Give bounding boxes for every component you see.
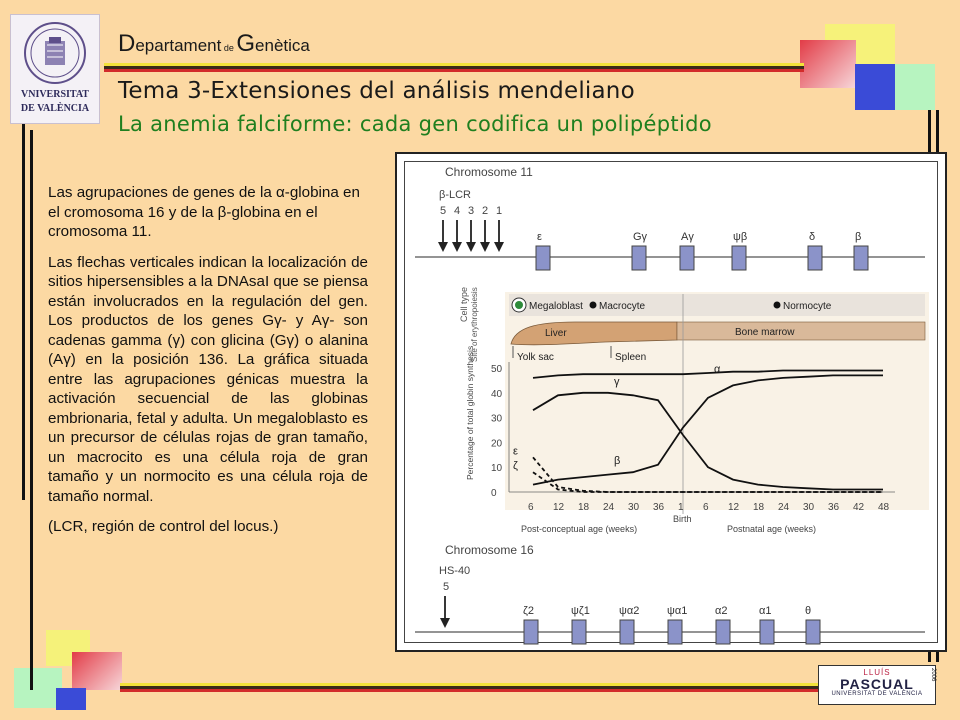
left-rule-2 xyxy=(30,130,33,690)
body-text xyxy=(48,183,368,548)
x-tick-label: 36 xyxy=(653,502,665,513)
bottom-rule-red xyxy=(120,689,820,692)
chr16-gene-label: α2 xyxy=(715,605,728,617)
chr16-gene-label: ψα2 xyxy=(619,605,640,617)
chr11-gene-box xyxy=(808,246,822,270)
chr16-genes xyxy=(523,605,820,644)
slide-title: Tema 3-Extensiones del análisis mendeliano xyxy=(118,78,635,104)
birth-label: Birth xyxy=(673,514,692,524)
chr11-lcr-label: β-LCR xyxy=(439,189,471,201)
dept-word-de: de xyxy=(221,43,237,53)
site-bone-marrow: Bone marrow xyxy=(735,327,795,338)
deco-square-red-bl xyxy=(72,652,122,690)
lcr-arrowhead xyxy=(480,242,490,252)
x-tick-label: 42 xyxy=(853,502,865,513)
y-tick-label: 20 xyxy=(491,438,503,450)
paragraph-1: Las agrupaciones de genes de la α-globina en el cromosoma 16 y de la β-globina en el cromosoma 11. xyxy=(48,184,360,240)
deco-square-red xyxy=(800,40,856,88)
chr11-title: Chromosome 11 xyxy=(445,165,533,179)
y-tick-label: 40 xyxy=(491,388,503,400)
department-name xyxy=(118,30,310,58)
x-tick-label: 18 xyxy=(753,502,765,513)
lcr-arrowhead xyxy=(452,242,462,252)
series-label: ζ xyxy=(513,460,518,473)
dept-initial-g: G xyxy=(236,30,256,57)
chr11-gene-label: ε xyxy=(537,231,542,243)
y-tick-label: 50 xyxy=(491,364,503,375)
dept-word-2: enètica xyxy=(255,36,310,55)
chr16-gene-label: α1 xyxy=(759,605,772,617)
x-tick-label: 6 xyxy=(528,502,534,513)
badge-line-2: PASCUAL xyxy=(840,676,914,692)
deco-square-green-bl xyxy=(14,668,62,708)
x-tick-label: 30 xyxy=(803,502,815,513)
author-badge xyxy=(818,665,936,705)
chr16-gene-label: ψζ1 xyxy=(571,605,590,617)
chr11-gene-label: ψβ xyxy=(733,231,748,243)
chr11-gene-box xyxy=(680,246,694,270)
series-label: γ xyxy=(614,375,620,388)
chr16-gene-box xyxy=(806,620,820,644)
lcr-site-label: 2 xyxy=(482,205,489,217)
paragraph-3: (LCR, región de control del locus.) xyxy=(48,518,279,535)
chr16-gene-box xyxy=(716,620,730,644)
paragraph-2: Las flechas verticales indican la localización de sitios hipersensibles a la DNAsaI que se piensa están involucrados en la regulación del gen. Los productos de los genes Gγ- y Aγ- son cadenas gamma (γ) con glicina (Gγ) o alanina (Aγ) en la posición 136. La gráfica situada entre las agrupaciones génicas muestra la activación secuencial de las globinas embrionaria, fetal y adulta. Un megaloblasto es un precursor de células rojas de gran tamaño, un macrocito es una célula roja de gran tamaño y un normocito es una célula roja de tamaño normal. xyxy=(48,253,368,505)
x-tick-label: 12 xyxy=(728,502,740,513)
dept-initial-d: D xyxy=(118,30,136,57)
cell-type-label: Cell type xyxy=(459,286,469,322)
lcr-site-label: 4 xyxy=(454,205,461,217)
badge-line-1: LLUÍS xyxy=(863,668,891,677)
site-label: Site of erythropoiesis xyxy=(470,287,479,362)
dept-word-1: epartament xyxy=(135,36,222,55)
lcr-arrowhead xyxy=(466,242,476,252)
chr16-gene-label: θ xyxy=(805,605,812,617)
chr16-gene-label: ψα1 xyxy=(667,605,688,617)
lcr-site-label: 3 xyxy=(468,205,475,217)
chr11-gene-label: δ xyxy=(809,231,816,243)
site-yolk-sac: Yolk sac xyxy=(517,352,554,363)
macrocyte-icon xyxy=(590,302,597,309)
chr16-gene-box xyxy=(760,620,774,644)
chr16-gene-box xyxy=(668,620,682,644)
chr16-title: Chromosome 16 xyxy=(445,543,534,557)
chr11-gene-box xyxy=(854,246,868,270)
x-tick-label: 24 xyxy=(778,502,790,513)
chr11-gene-label: Gγ xyxy=(633,231,648,243)
y-tick-label: 0 xyxy=(491,488,497,499)
x-tick-label: 12 xyxy=(553,502,565,513)
megaloblast-nucleus-icon xyxy=(515,301,523,309)
series-label: β xyxy=(614,455,621,468)
badge-line-3: UNIVERSITAT DE VALÈNCIA xyxy=(831,691,923,697)
chr16-hs-site: 5 xyxy=(443,581,450,593)
y-tick-label: 10 xyxy=(491,463,503,475)
chr11-gene-box xyxy=(632,246,646,270)
chr16-gene-box xyxy=(524,620,538,644)
x-tick-label: 36 xyxy=(828,502,840,513)
chr11-gene-box xyxy=(732,246,746,270)
bone-marrow-band xyxy=(677,322,925,340)
hs40-arrowhead xyxy=(440,618,450,628)
cell-type-megaloblast: Megaloblast xyxy=(529,301,583,312)
lcr-site-label: 1 xyxy=(496,205,503,217)
chr11-gene-label: β xyxy=(855,231,862,243)
badge-side-year: 2006 xyxy=(930,668,936,682)
normocyte-icon xyxy=(774,302,781,309)
lcr-arrowhead xyxy=(494,242,504,252)
chr11-genes xyxy=(536,231,868,270)
lcr-sites xyxy=(438,205,504,252)
left-rule-1 xyxy=(22,120,25,500)
chr11-gene-label: Aγ xyxy=(681,231,694,243)
x-axis-label-right: Postnatal age (weeks) xyxy=(727,524,817,534)
series-label: α xyxy=(714,363,721,376)
x-tick-label: 6 xyxy=(703,502,709,513)
y-tick-label: 30 xyxy=(491,413,503,425)
logo-text-line1: VNIVERSITAT xyxy=(21,89,89,100)
site-liver: Liver xyxy=(545,328,567,339)
lcr-arrowhead xyxy=(438,242,448,252)
chr11-gene-box xyxy=(536,246,550,270)
chr16-gene-box xyxy=(572,620,586,644)
x-tick-label: 24 xyxy=(603,502,615,513)
x-axis-label-left: Post-conceptual age (weeks) xyxy=(521,524,638,534)
top-rule-red xyxy=(104,69,804,72)
university-logo xyxy=(10,14,100,124)
cell-type-normocyte: Normocyte xyxy=(783,301,832,312)
chr16-hs-label: HS-40 xyxy=(439,565,471,577)
x-tick-label: 1 xyxy=(678,502,684,513)
series-label: ε xyxy=(513,445,518,458)
x-tick-label: 30 xyxy=(628,502,640,513)
x-tick-label: 48 xyxy=(878,502,890,513)
slide-subtitle: La anemia falciforme: cada gen codifica un polipéptido xyxy=(118,112,712,136)
figure-frame xyxy=(404,161,938,643)
chr16-gene-label: ζ2 xyxy=(523,605,534,617)
cell-type-macrocyte: Macrocyte xyxy=(599,301,646,312)
logo-text-line2: DE VALÈNCIA xyxy=(20,103,90,114)
chr16-gene-box xyxy=(620,620,634,644)
globin-figure xyxy=(395,152,947,652)
deco-square-green xyxy=(895,64,935,110)
site-spleen: Spleen xyxy=(615,352,647,363)
y-axis-label: Percentage of total globin synthesis xyxy=(465,345,475,480)
figure-canvas xyxy=(405,162,941,646)
x-tick-label: 18 xyxy=(578,502,590,513)
deco-square-blue-bl xyxy=(56,688,86,710)
lcr-site-label: 5 xyxy=(440,205,447,217)
